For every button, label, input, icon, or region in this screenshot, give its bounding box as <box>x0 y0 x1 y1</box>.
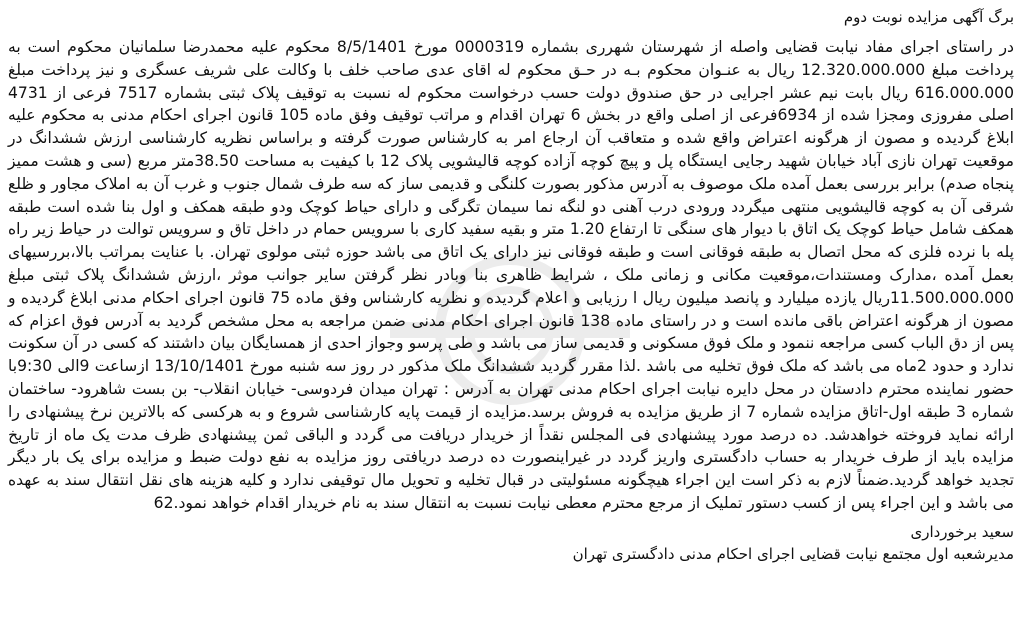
notice-body: در راستای اجرای مفاد نیابت قضایی واصله از شهرستان شهرری بشماره 0000319 مورخ 8/5/1401 محکوم علیه محمدرضا سلمانیان محکوم است به پرداخت مبلغ 12.320.000.000 ریال به عنـوان محکوم بـه در حـق محکوم له اقای عدی صاحب خلف با وکالت علی شریف عسگری و نیز پرداخت مبلغ 616.000.000 ریال بابت نیم عشر اجرایی در حق صندوق دولت حسب درخواست محکوم له نسبت به توقیف پلاک ثبتی بشماره 7517 فرعی از 4731 اصلی مفروزی ومجزا شده از 6934فرعی از اصلی واقع در بخش 6 تهران اقدام و مراتب توقیف وفق ماده 105 قانون اجرای احکام مدنی به محکوم علیه ابلاغ گردیده و مصون از هرگونه اعتراض واقع شده و متعاقب آن ارجاع امر به کارشناس صورت گرفته و براساس نظریه کارشناسی ارزش ششدانگ در موقعیت تهران نازی آباد خیابان شهید رجایی ایستگاه پل و پیچ کوچه آزاده کوچه قالیشویی پلاک 12 با کیفیت به مساحت 38.50متر مربع (سی و هشت ممیز پنجاه صدم) برابر بررسی بعمل آمده ملک موصوف به آدرس مذکور بصورت کلنگی و قدیمی ساز که سه طرف شمال جنوب و غرب آن به املاک مجاور و ظلع شرقی آن به کوچه قالیشویی منتهی میگردد ورودی درب آهنی دو لنگه نما سیمان تگرگی و دارای حیاط کوچک ودو طبقه همکف و اول بنا شده است طبقه همکف شامل حیاط کوچک یک اتاق با دیوار های سنگی تا ارتفاع 1.20 متر و بقیه سفید کاری با سرویس حمام در داخل تاق و سرویس توالت در حیاط زیر راه پله با نرده فلزی که محل اتصال به طبقه فوقانی است و طبقه فوقانی نیز دارای یک اتاق می باشد حوزه ثبتی مولوی تهران. با عنایت بمراتب بالا،بررسیهای بعمل آمده ،مدارک ومستندات،موقعیت مکانی و زمانی ملک ، شرایط ظاهری بنا وبادر نظر گرفتن سایر جوانب موثر ،ارزش ششدانگ پلاک ثبتی مبلغ 11.500.000.000ریال یازده میلیارد و پانصد میلیون ریال ا رزیابی و اعلام گردیده و نظریه کارشناس وفق ماده 75 قانون اجرای احکام مدنی ابلاغ گردیده و مصون از هرگونه اعتراض باقی مانده است و در راستای ماده 138 قانون اجرای احکام مدنی ضمن مراجعه به محل مشخص گردید به آدرس فوق اعزام که پس از دق الباب کسی مراجعه ننمود و ملک فوق مسکونی و قدیمی ساز می باشد و طی پرسو وجواز احدی از همسایگان بیان داشتند که کسی در آن سکونت ندارد و حدود 2ماه می باشد که ملک فوق تخلیه می باشد .لذا مقرر گردید ششدانگ ملک مذکور در روز سه شنبه مورخ 13/10/1401 ازساعت 9الی 9:30با حضور نماینده محترم دادستان در محل دایره نیابت اجرای احکام مدنی تهران به آدرس : تهران میدان فردوسی- خیابان انقلاب- بن بست شاهرود- ساختمان شماره 3 طبقه اول-اتاق مزایده شماره 7 از طریق مزایده به فروش برسد.مزایده از قیمت پایه کارشناسی شروع و به هرکسی که بالاترین نرخ پیشنهادی را ارائه نماید فروخته خواهدشد. ده درصد مورد پیشنهادی فی المجلس نقداً از خریدار دریافت می گردد و الباقی ثمن پیشنهادی ظرف مدت یک ماه از تاریخ مزایده باید از طرف خریدار به حساب دادگستری واریز گردد در غیراینصورت ده درصد دریافتی روز مزایده به نفع دولت ضبط و مزایده برای یک بار دیگر تجدید خواهد گردید.ضمناً لازم به ذکر است این اجراء هیچگونه مسئولیتی در قبال تخلیه و تحویل مال توقیفی ندارد و کلیه هزینه های نقل انتقال سند به عهده می باشد و این اجراء پس از کسب دستور تملیک از مرجع محترم معطی نیابت نسبت به انتقال سند به نام خریدار اقدام خواهد نمود.62 <box>8 38 1015 512</box>
signer-title: مدیرشعبه اول مجتمع نیابت قضایی اجرای احکام مدنی دادگستری تهران <box>572 544 1014 563</box>
signer-name: سعید برخورداری <box>910 522 1014 541</box>
notice-title: برگ آگهی مزایده نوبت دوم <box>843 8 1014 26</box>
auction-notice <box>8 6 1014 626</box>
